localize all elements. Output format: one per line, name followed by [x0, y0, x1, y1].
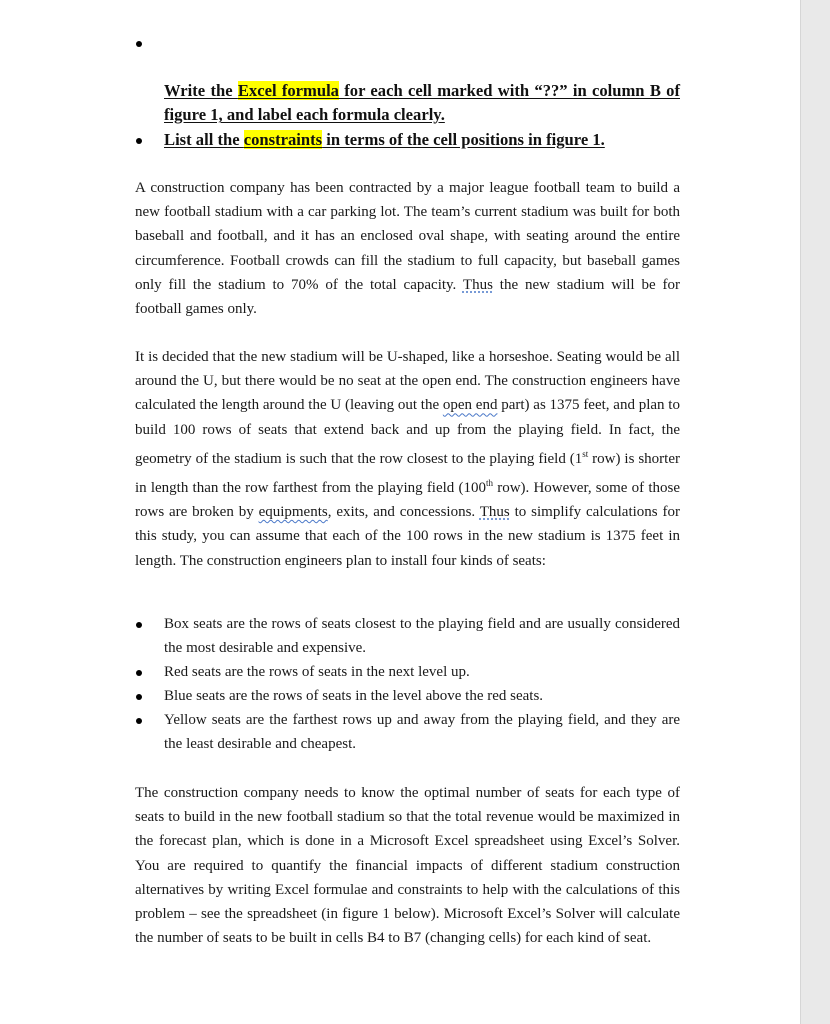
scroll-gutter[interactable] [800, 0, 830, 1024]
bullet-red-seats [136, 670, 142, 676]
highlight-excel-formula: Excel formula [237, 81, 339, 100]
paragraph-intro [135, 176, 680, 321]
paragraph-text: A construction company has been contracted by a major league football team to build a new football stadium with a car parking lot. The team’s current stadium was built for both baseball and football, and it has an enclosed oval shape, with seating around the entire circumference. Football crowds can fill the stadium to full capacity, but baseball games only fill the stadium to 70% of the total capacity. [135, 180, 680, 293]
highlight-constraints: constraints [243, 130, 323, 149]
instruction-text: Write the [164, 81, 238, 100]
list-item-yellow-seats: Yellow seats are the farthest rows up and away from the playing field, and they are the least desirable and cheapest. [164, 712, 680, 753]
instruction-constraints [164, 128, 680, 152]
paragraph-text: , exits, and concessions. [327, 504, 480, 521]
superscript: th [486, 478, 494, 489]
proofing-thus: Thus [479, 504, 510, 521]
list-item-red-seats: Red seats are the rows of seats in the next level up. [164, 664, 470, 680]
instruction-text: in terms of the cell positions in figure 1. [322, 130, 605, 149]
proofing-equipments: equipments [258, 504, 328, 521]
paragraph-text: row). However, some of those rows are broken by [135, 480, 680, 521]
bullet-box-seats [136, 622, 142, 628]
instruction-excel-formula [164, 79, 680, 127]
list-item-blue-seats: Blue seats are the rows of seats in the level above the red seats. [164, 688, 544, 704]
paragraph-text: row) is shorter in length than the row farthest from the playing field (100 [135, 450, 680, 497]
bullet-empty [136, 41, 142, 47]
proofing-thus: Thus [462, 276, 493, 293]
bullet-yellow-seats [136, 718, 142, 724]
instruction-text: for each cell marked with “??” in column B of figure 1, and label each formula clearly. [164, 81, 680, 124]
list-item-box-seats: Box seats are the rows of seats closest to the playing field and are usually considered the most desirable and expensive. [164, 616, 680, 657]
paragraph-text: part) as 1375 feet, and plan to build 100 rows of seats that extend back and up from the playing field. In fact, the geometry of the stadium is such that the row closest to the playing field (1 [135, 397, 680, 467]
paragraph-text: the new stadium will be for football games only. [135, 276, 681, 318]
paragraph-solver: The construction company needs to know the optimal number of seats for each type of seats to build in the new football stadium so that the total revenue would be maximized in the forecast plan, which is done in a Microsoft Excel spreadsheet using Excel’s Solver. You are required to quantify the financial impacts of different stadium construction alternatives by writing Excel formulae and constraints to help with the calculations of this problem – see the spreadsheet (in figure 1 below). Microsoft Excel’s Solver will calculate the number of seats to be built in cells B4 to B7 (changing cells) for each kind of seat. [135, 785, 680, 947]
proofing-open-end: open end [442, 397, 498, 414]
instruction-text: List all the [164, 130, 244, 149]
paragraph-text: to simplify calculations for this study, you can assume that each of the 100 rows in the new stadium is 1375 feet in length. The construction engineers plan to install four kinds of seats: [135, 504, 680, 569]
bullet-blue-seats [136, 694, 142, 700]
paragraph-text: It is decided that the new stadium will be U-shaped, like a horseshoe. Seating would be all around the U, but there would be no seat at the open end. The construction engineers have calculated the length around the U (leaving out the [135, 349, 680, 414]
superscript: st [582, 448, 589, 459]
paragraph-stadium-design [135, 345, 680, 573]
bullet-constraints [136, 138, 142, 144]
